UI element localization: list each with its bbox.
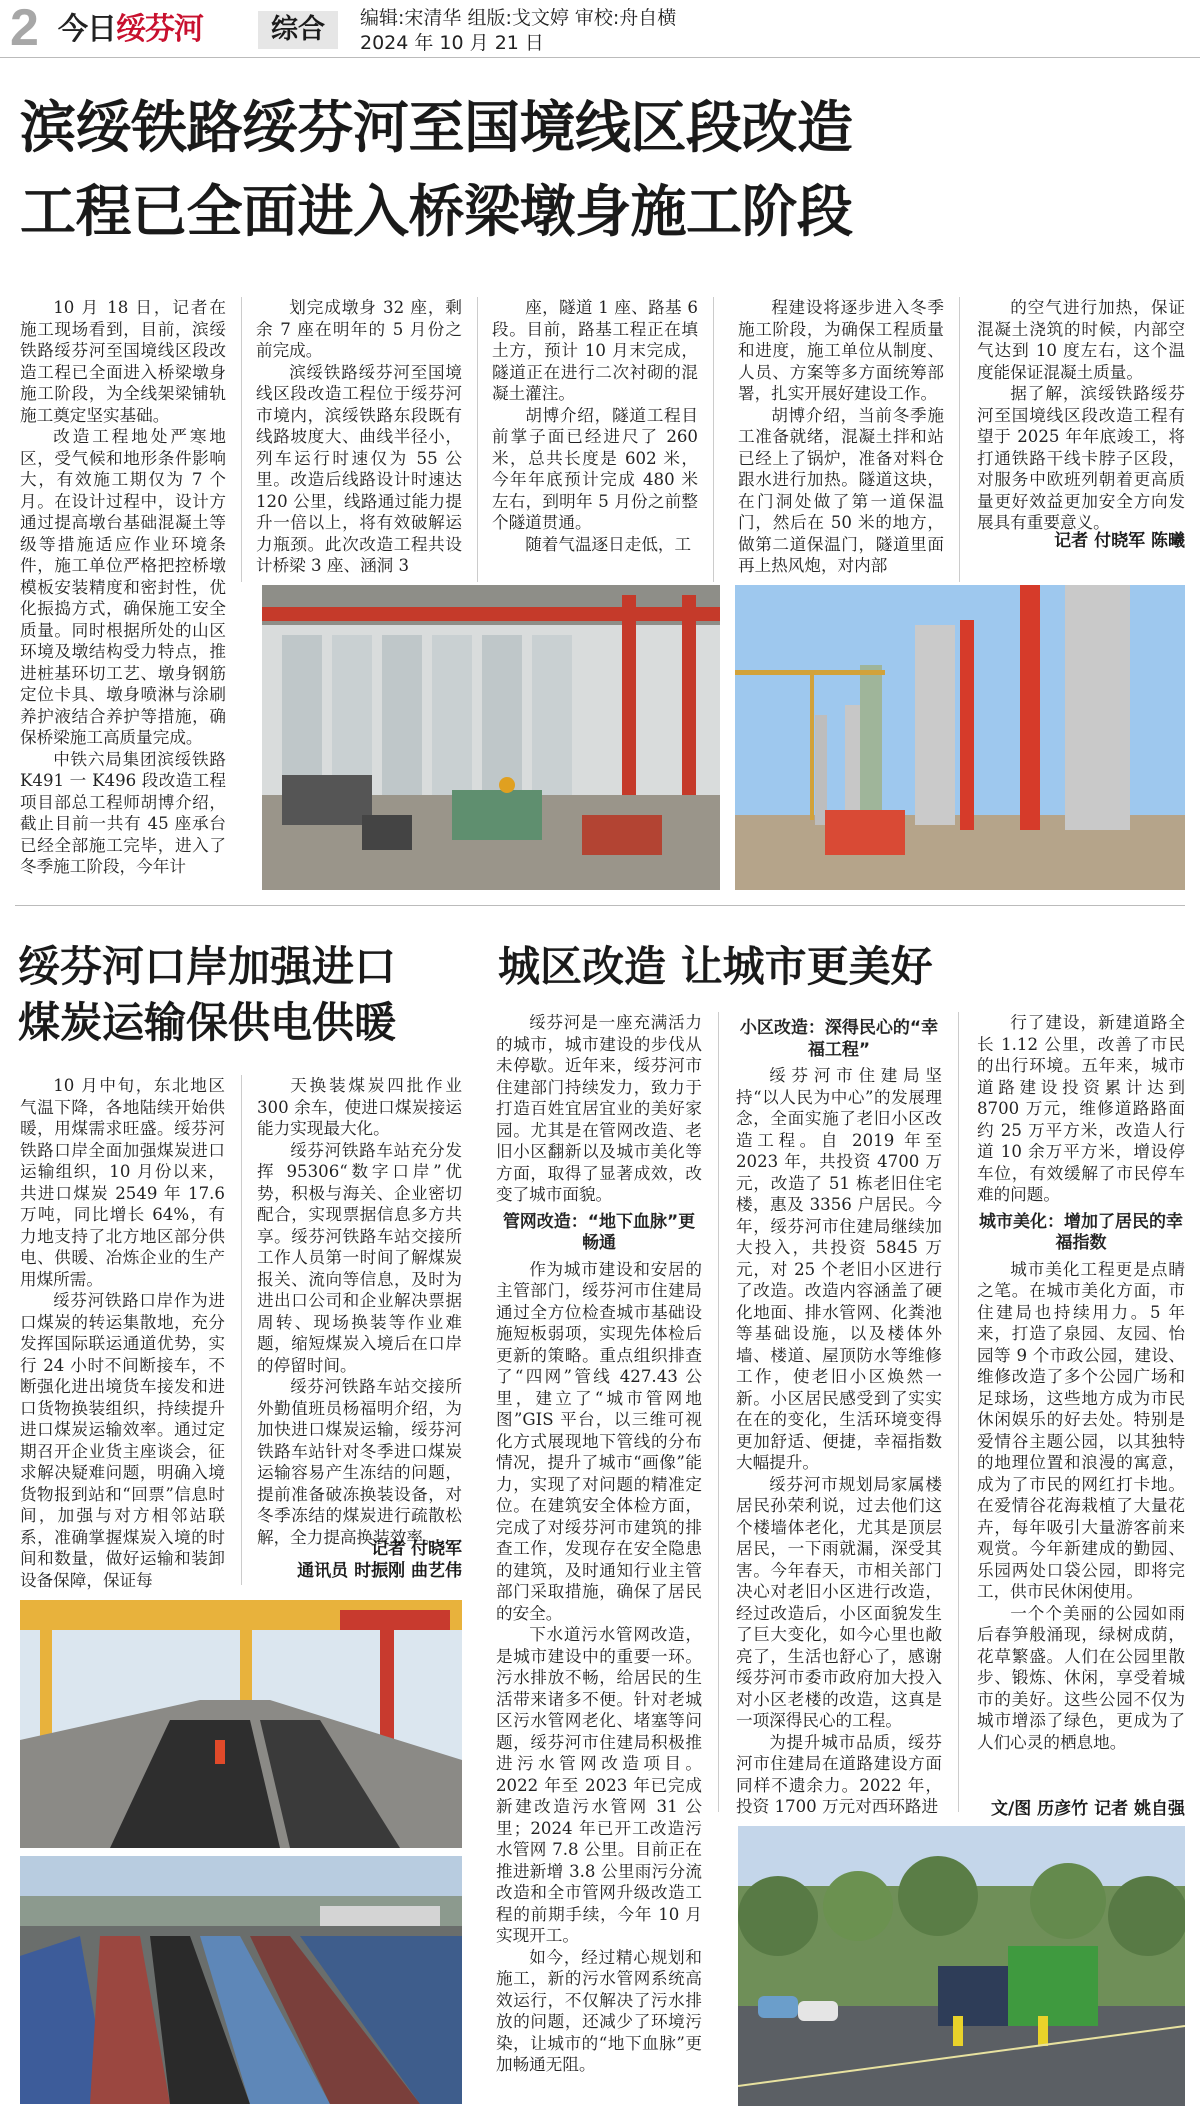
paragraph: 下水道污水管网改造，是城市建设中的重要一环。污水排放不畅，给居民的生活带来诸多不便。针对老城区污水管网老化、堵塞等问题，绥芬河市住建局积极推进污水管网改造项目。2022 年至 2023 年已完成新建改造污水管网 31 公里；2024 年已开工改造污水管网 7.8 公里。目前正在推进新增 3.8 公里雨污分流改造和全市管网升级改造工程的前期手续，今年 10 月实现开工。 [496, 1625, 702, 1945]
article1-column [20, 297, 226, 892]
article2-headline-line2: 煤炭运输保供电供暖 [18, 998, 397, 1047]
paragraph: 胡博介绍，隧道工程目前掌子面已经进尺了 260 米，总共长度是 602 米，今年年底预计完成 480 米左右，到明年 5 月份之前整个隧道贯通。 [492, 405, 698, 532]
paragraph: 绥芬河铁路车站交接所外勤值班员杨福明介绍，为加快进口煤炭运输，绥芬河铁路车站针对冬季进口煤炭运输容易产生冻结的问题，提前准备破冻换装设备，对冬季冻结的煤炭进行疏散松解，全力提高换装效率。 [257, 1377, 462, 1547]
article2-byline-correspondents: 通讯员 时振刚 曲艺伟 [297, 1561, 462, 1581]
paragraph: 绥芬河铁路口岸作为进口煤炭的转运集散地，充分发挥国际联运通道优势，实行 24 小时不间断接车，不断强化进出境货车接发和进口货物换装组织，持续提升进口煤炭运输效率。通过定期召开企业货主座谈会，征求解决疑难问题，明确入境货物报到站和“回票”信息时间，加强与对方相邻站联系，准确掌握煤炭入境的时间和数量，做好运输和装卸设备保障，保证每 [20, 1291, 225, 1590]
article1-column [977, 297, 1185, 532]
article2-byline: 记者 付晓军 [371, 1539, 462, 1559]
paragraph: 划完成墩身 32 座，剩余 7 座在明年的 5 月份之前完成。 [256, 298, 462, 360]
paragraph: 绥芬河市规划局家属楼居民孙荣利说，过去他们这个楼墙体老化，尤其是顶层居民，一下雨就漏，深受其害。今年春天，市相关部门决心对老旧小区进行改造，经过改造后，小区面貌发生了巨大变化，如今心里也敞亮了，生活也舒心了，感谢绥芬河市委市政府加大投入对小区老楼的改造，这真是一项深得民心的工程。 [736, 1474, 942, 1730]
article1-column [492, 297, 698, 579]
paragraph: 作为城市建设和安居的主管部门，绥芬河市住建局通过全方位检查城市基础设施短板弱项，实现先体检后更新的策略。重点组织排查了“四网”管线 427.43 公里，建立了“城市管网地图”GIS 平台，以三维可视化方式展现地下管线的分布情况，提升了城市“画像”能力，实现了对问题的精准定位。在建筑安全体检方面，完成了对绥芬河市建筑的排查工作，发现存在安全隐患的建筑，及时通知行业主管部门采取措施，确保了居民的安全。 [496, 1259, 702, 1623]
paragraph: 胡博介绍，当前冬季施工准备就绪，混凝土拌和站已经上了锅炉，准备对料仓跟水进行加热。隧道这块，在门洞处做了第一道保温门，然后在 50 米的地方，做第二道保温门，隧道里面再上热风炮，对内部 [738, 405, 944, 575]
paragraph: 绥芬河是一座充满活力的城市，城市建设的步伐从未停歇。近年来，绥芬河市住建部门持续发力，致力于打造百姓宜居宜业的美好家园。尤其是在管网改造、老旧小区翻新以及城市美化等方面，取得了显著成效，改变了城市面貌。 [496, 1013, 702, 1204]
column-divider [959, 297, 960, 582]
masthead [0, 0, 1200, 58]
subheading: 城市美化：增加了居民的幸福指数 [979, 1211, 1183, 1253]
paragraph: 一个个美丽的公园如雨后春笋般涌现，绿树成荫，花草繁盛。人们在公园里散步、锻炼、休闲，享受着城市的美好。这些公园不仅为城市增添了绿色，更成为了人们心灵的栖息地。 [977, 1603, 1185, 1752]
column-divider [477, 297, 478, 582]
brand-prefix: 今日 [58, 12, 116, 47]
paragraph: 据了解，滨绥铁路绥芬河至国境线区段改造工程有望于 2025 年年底竣工，将打通铁路干线卡脖子区段，对服务中欧班列朝着更高质量更好效益更加安全方向发展具有重要意义。 [977, 384, 1185, 532]
paragraph: 随着气温逐日走低，工 [525, 534, 692, 554]
article3-column [496, 1012, 702, 2097]
column-divider [958, 1012, 959, 1812]
article3-column [736, 1012, 942, 1822]
paragraph: 城市美化工程更是点睛之笔。在城市美化方面，市住建局也持续用力。5 年来，打造了泉园、友园、怡园等 9 个市政公园，建设、维修改造了多个公园广场和足球场，这些地方成为市民休闲娱乐的好去处。特别是爱情谷主题公园，以其独特的地理位置和浪漫的寓意，成为了市民的网红打卡地。在爱情谷花海栽植了大量花卉，每年吸引大量游客前来观赏。今年新建成的勤园、乐园两处口袋公园，即将完工，供市民休闲使用。 [977, 1259, 1185, 1601]
photo-bridge-piers [735, 585, 1185, 890]
paragraph: 为提升城市品质，绥芬河市住建局在道路建设方面同样不遗余力。2022 年，投资 1700 万元对西环路进 [736, 1732, 942, 1816]
paragraph: 程建设将逐步进入冬季施工阶段，为确保工程质量和进度，施工单位从制度、人员、方案等多方面统筹部署，扎实开展好建设工作。 [738, 298, 944, 403]
article1-byline: 记者 付晓军 陈曦 [1054, 531, 1185, 551]
paragraph: 行了建设，新建道路全长 1.12 公里，改善了市民的出行环境。五年来，城市道路建设投资累计达到 8700 万元，维修道路路面约 25 万平方米，改造人行道 10 余万平方米，增设停车位，有效缓解了市民停车难的问题。 [977, 1013, 1185, 1204]
section-divider [15, 905, 1185, 906]
article2-headline-line1: 绥芬河口岸加强进口 [18, 942, 397, 991]
paragraph: 座，隧道 1 座、路基 6 段。目前，路基工程正在填土方，预计 10 月末完成，隧道正在进行二次衬砌的混凝土灌注。 [492, 298, 698, 403]
photo-factory-workshop [262, 585, 720, 890]
photo-road-paving [738, 1826, 1185, 2106]
issue-date: 2024 年 10 月 21 日 [360, 32, 544, 54]
paragraph: 中铁六局集团滨绥铁路 K491 一 K496 段改造工程项目部总工程师胡博介绍，截止目前一共有 45 座承台已经全部施工完毕，进入了冬季施工阶段，今年计 [20, 749, 226, 876]
paragraph: 天换装煤炭四批作业 300 余车，使进口煤炭接运能力实现最大化。 [257, 1076, 462, 1138]
paragraph: 10 月 18 日，记者在施工现场看到，目前，滨绥铁路绥芬河至国境线区段改造工程已全面进入桥梁墩身施工阶段，为全线架梁铺轨施工奠定坚实基础。 [20, 298, 226, 425]
paragraph: 改造工程地处严寒地区，受气候和地形条件影响大，有效施工期仅为 7 个月。在设计过程中，设计方通过提高墩台基础混凝土等级等措施适应作业环境条件，施工单位严格把控桥墩模板安装精度和密封性，优化振捣方式，确保施工安全质量。同时根据所处的山区环境及墩结构受力特点，推进桩基环切工艺、墩身钢筋定位卡具、墩身喷淋与涂刷养护液结合养护等措施，确保桥梁施工高质量完成。 [20, 427, 226, 747]
brand-name: 绥芬河 [116, 12, 203, 47]
article2-column [257, 1075, 462, 1555]
article1-column [738, 297, 944, 579]
photo-coal-unloading [20, 1600, 462, 1848]
paragraph: 的空气进行加热，保证混凝土浇筑的时候，内部空气达到 10 度左右，这个温度能保证混凝土质量。 [977, 298, 1185, 382]
newspaper-brand [58, 12, 203, 48]
section-label: 综合 [258, 11, 338, 49]
photo-rail-yard [20, 1856, 462, 2104]
column-divider [718, 1012, 719, 1812]
column-divider [713, 297, 714, 582]
article1-headline-line1: 滨绥铁路绥芬河至国境线区段改造 [20, 96, 853, 161]
editor-credits [360, 6, 676, 56]
article1-headline-line2: 工程已全面进入桥梁墩身施工阶段 [20, 180, 853, 245]
column-divider [241, 297, 242, 582]
article1-column [256, 297, 462, 579]
subheading: 小区改造：深得民心的“幸福工程” [739, 1018, 939, 1060]
paragraph: 绥芬河市住建局坚持“以人民为中心”的发展理念，全面实施了老旧小区改造工程。自 2019 年至 2023 年，共投资 4700 万元，改造了 51 栋老旧住宅楼，惠及 3356 户居民。今年，绥芬河市住建局继续加大投入，共投资 5845 万元，对 25 个老旧小区进行了改造。改造内容涵盖了硬化地面、排水管网、化粪池等基础设施，以及楼体外墙、楼道、屋顶防水等维修工作，使老旧小区焕然一新。小区居民感受到了实实在在的变化，生活环境变得更加舒适、便捷，幸福指数大幅提升。 [736, 1066, 942, 1472]
article2-column [20, 1075, 225, 1605]
paragraph: 如今，经过精心规划和施工，新的污水管网系统高效运行，不仅解决了污水排放的问题，还减少了环境污染，让城市的“地下血脉”更加畅通无阻。 [496, 1947, 702, 2074]
article3-headline: 城区改造 让城市更美好 [498, 942, 933, 991]
paragraph: 10 月中旬，东北地区气温下降，各地陆续开始供暖，用煤需求旺盛。绥芬河铁路口岸全面加强煤炭进口运输组织，10 月份以来，共进口煤炭 2549 年 17.6 万吨，同比增长 64%，有力地支持了北方地区部分供电、供暖、冶炼企业的生产用煤所需。 [20, 1076, 225, 1289]
page-number: 2 [10, 0, 39, 57]
column-divider [241, 1075, 242, 1585]
paragraph: 绥芬河铁路车站充分发挥 95306“数字口岸”优势，积极与海关、企业密切配合，实现票据信息多方共享。绥芬河铁路车站交接所工作人员第一时间了解煤炭报关、流向等信息，及时为进出口公司和企业解决票据周转、现场换装等作业难题，缩短煤炭入境后在口岸的停留时间。 [257, 1140, 462, 1375]
article3-column [977, 1012, 1185, 1802]
paragraph: 滨绥铁路绥芬河至国境线区段改造工程位于绥芬河市境内，滨绥铁路东段既有线路坡度大、曲线半径小，列车运行时速仅为 55 公里。改造后线路设计时速达 120 公里，线路通过能力提升一倍以上，将有效破解运力瓶颈。此次改造工程共设计桥梁 3 座、涵洞 3 [256, 362, 462, 575]
subheading: 管网改造：“地下血脉”更畅通 [502, 1211, 696, 1253]
article3-byline: 文/图 历彦竹 记者 姚自强 [991, 1799, 1185, 1819]
credits-line: 编辑:宋清华 组版:戈文婷 审校:舟自横 [360, 7, 677, 29]
